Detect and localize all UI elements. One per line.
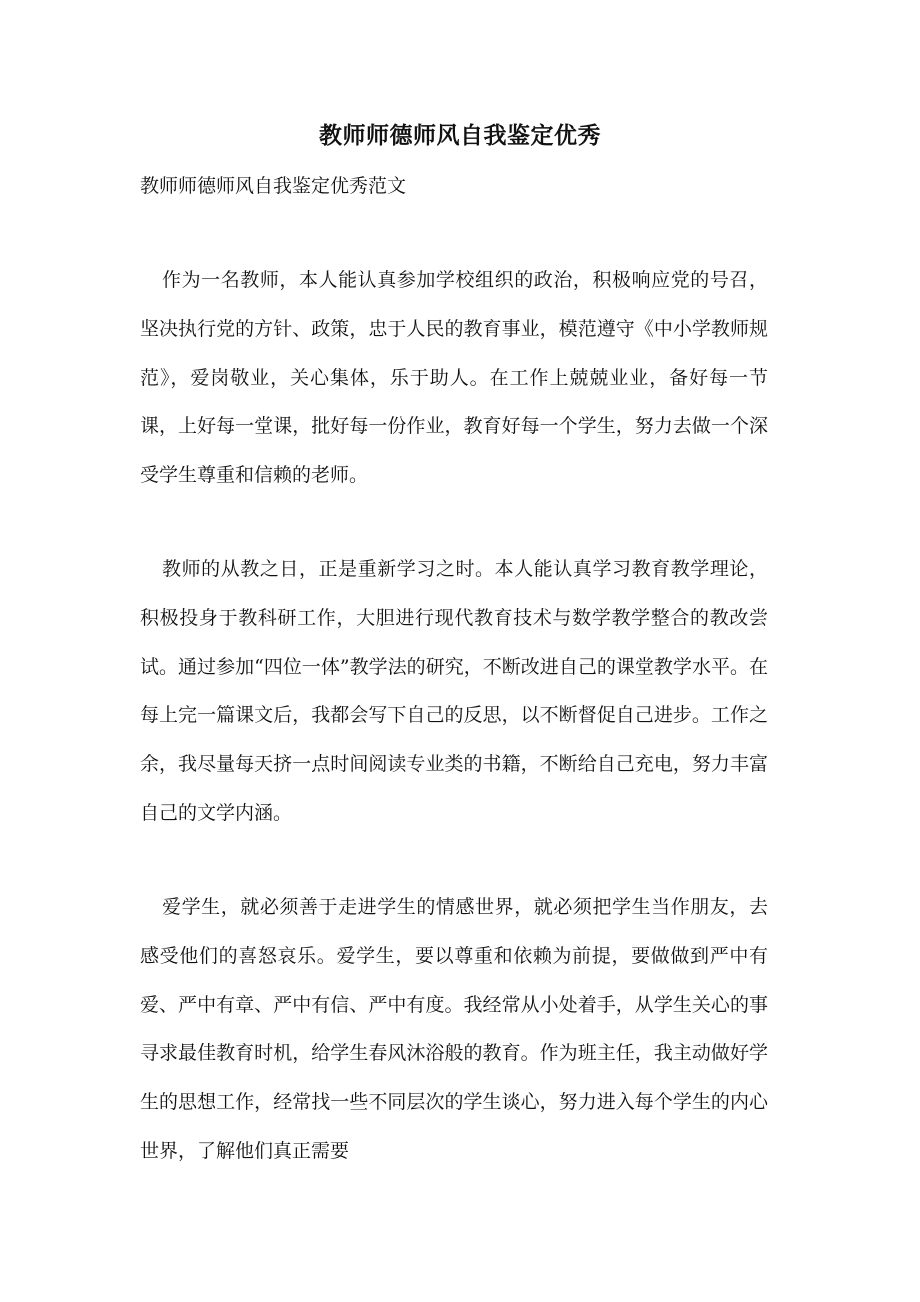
document-subtitle: 教师师德师风自我鉴定优秀范文: [140, 175, 407, 197]
paragraph: 教师的从教之日，正是重新学习之时。本人能认真学习教育教学理论，积极投身于教科研工作，大胆进行现代教育技术与数学教学整合的教改尝试。通过参加“四位一体”教学法的研究，不断改进自己的课堂教学水平。在每上完一篇课文后，我都会写下自己的反思，以不断督促自己进步。工作之余，我尽量每天挤一点时间阅读专业类的书籍，不断给自己充电，努力丰富自己的文学内涵。: [140, 558, 768, 824]
document-title: 教师师德师风自我鉴定优秀: [319, 122, 601, 149]
paragraph: 作为一名教师，本人能认真参加学校组织的政治，积极响应党的号召，坚决执行党的方针、政策，忠于人民的教育事业，模范遵守《中小学教师规范》，爱岗敬业，关心集体，乐于助人。在工作上兢兢业业，备好每一节课，上好每一堂课，批好每一份作业，教育好每一个学生，努力去做一个深受学生尊重和信赖的老师。: [140, 269, 768, 487]
paragraph: 爱学生，就必须善于走进学生的情感世界，就必须把学生当作朋友，去感受他们的喜怒哀乐。爱学生，要以尊重和依赖为前提，要做做到严中有爱、严中有章、严中有信、严中有度。我经常从小处着手，从学生关心的事寻求最佳教育时机，给学生春风沐浴般的教育。作为班主任，我主动做好学生的思想工作，经常找一些不同层次的学生谈心，努力进入每个学生的内心世界，了解他们真正需要: [140, 896, 768, 1162]
